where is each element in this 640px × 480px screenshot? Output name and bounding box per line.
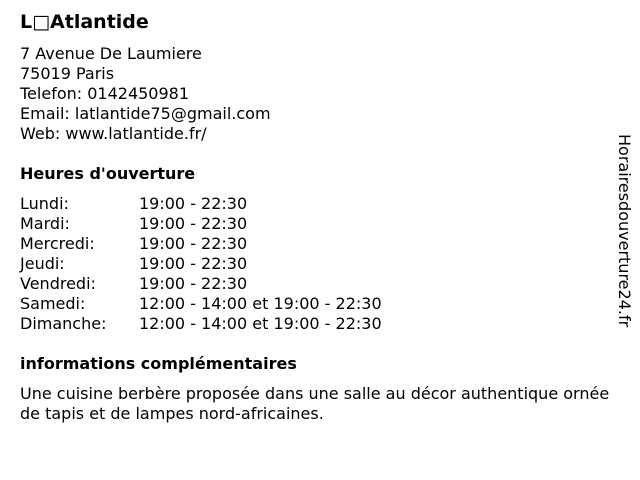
day-label: Lundi: [20,194,69,213]
time-range: 12:00 - 14:00 et 19:00 - 22:30 [139,294,382,313]
day-label: Vendredi: [20,274,96,293]
time-range: 12:00 - 14:00 et 19:00 - 22:30 [139,314,382,333]
hours-row [20,274,440,294]
email-address: Email: latlantide75@gmail.com [20,104,271,123]
day-label: Mardi: [20,214,70,233]
hours-row [20,294,440,314]
time-range: 19:00 - 22:30 [139,274,248,293]
restaurant-description: Une cuisine berbère proposée dans une salle au décor authentique ornée de tapis et de lampes nord-africaines. [20,384,610,423]
hours-row [20,234,440,254]
hours-row [20,214,440,234]
day-label: Mercredi: [20,234,95,253]
time-range: 19:00 - 22:30 [139,214,248,233]
day-label: Samedi: [20,294,86,313]
additional-info-heading: informations complémentaires [20,354,297,373]
time-range: 19:00 - 22:30 [139,254,248,273]
hours-row [20,314,440,334]
day-label: Dimanche: [20,314,107,333]
address-city: 75019 Paris [20,64,115,83]
contact-block [20,44,271,144]
time-range: 19:00 - 22:30 [139,194,248,213]
time-range: 19:00 - 22:30 [139,234,248,253]
address-street: 7 Avenue De Laumiere [20,44,202,63]
site-watermark: Horairesdouverture24.fr [615,134,634,328]
website-url: Web: www.latlantide.fr/ [20,124,207,143]
opening-hours-heading: Heures d'ouverture [20,164,196,183]
hours-row [20,194,440,214]
hours-row [20,254,440,274]
opening-hours-table [20,194,440,334]
restaurant-name: L□Atlantide [20,11,149,33]
day-label: Jeudi: [20,254,65,273]
phone-number: Telefon: 0142450981 [20,84,190,103]
